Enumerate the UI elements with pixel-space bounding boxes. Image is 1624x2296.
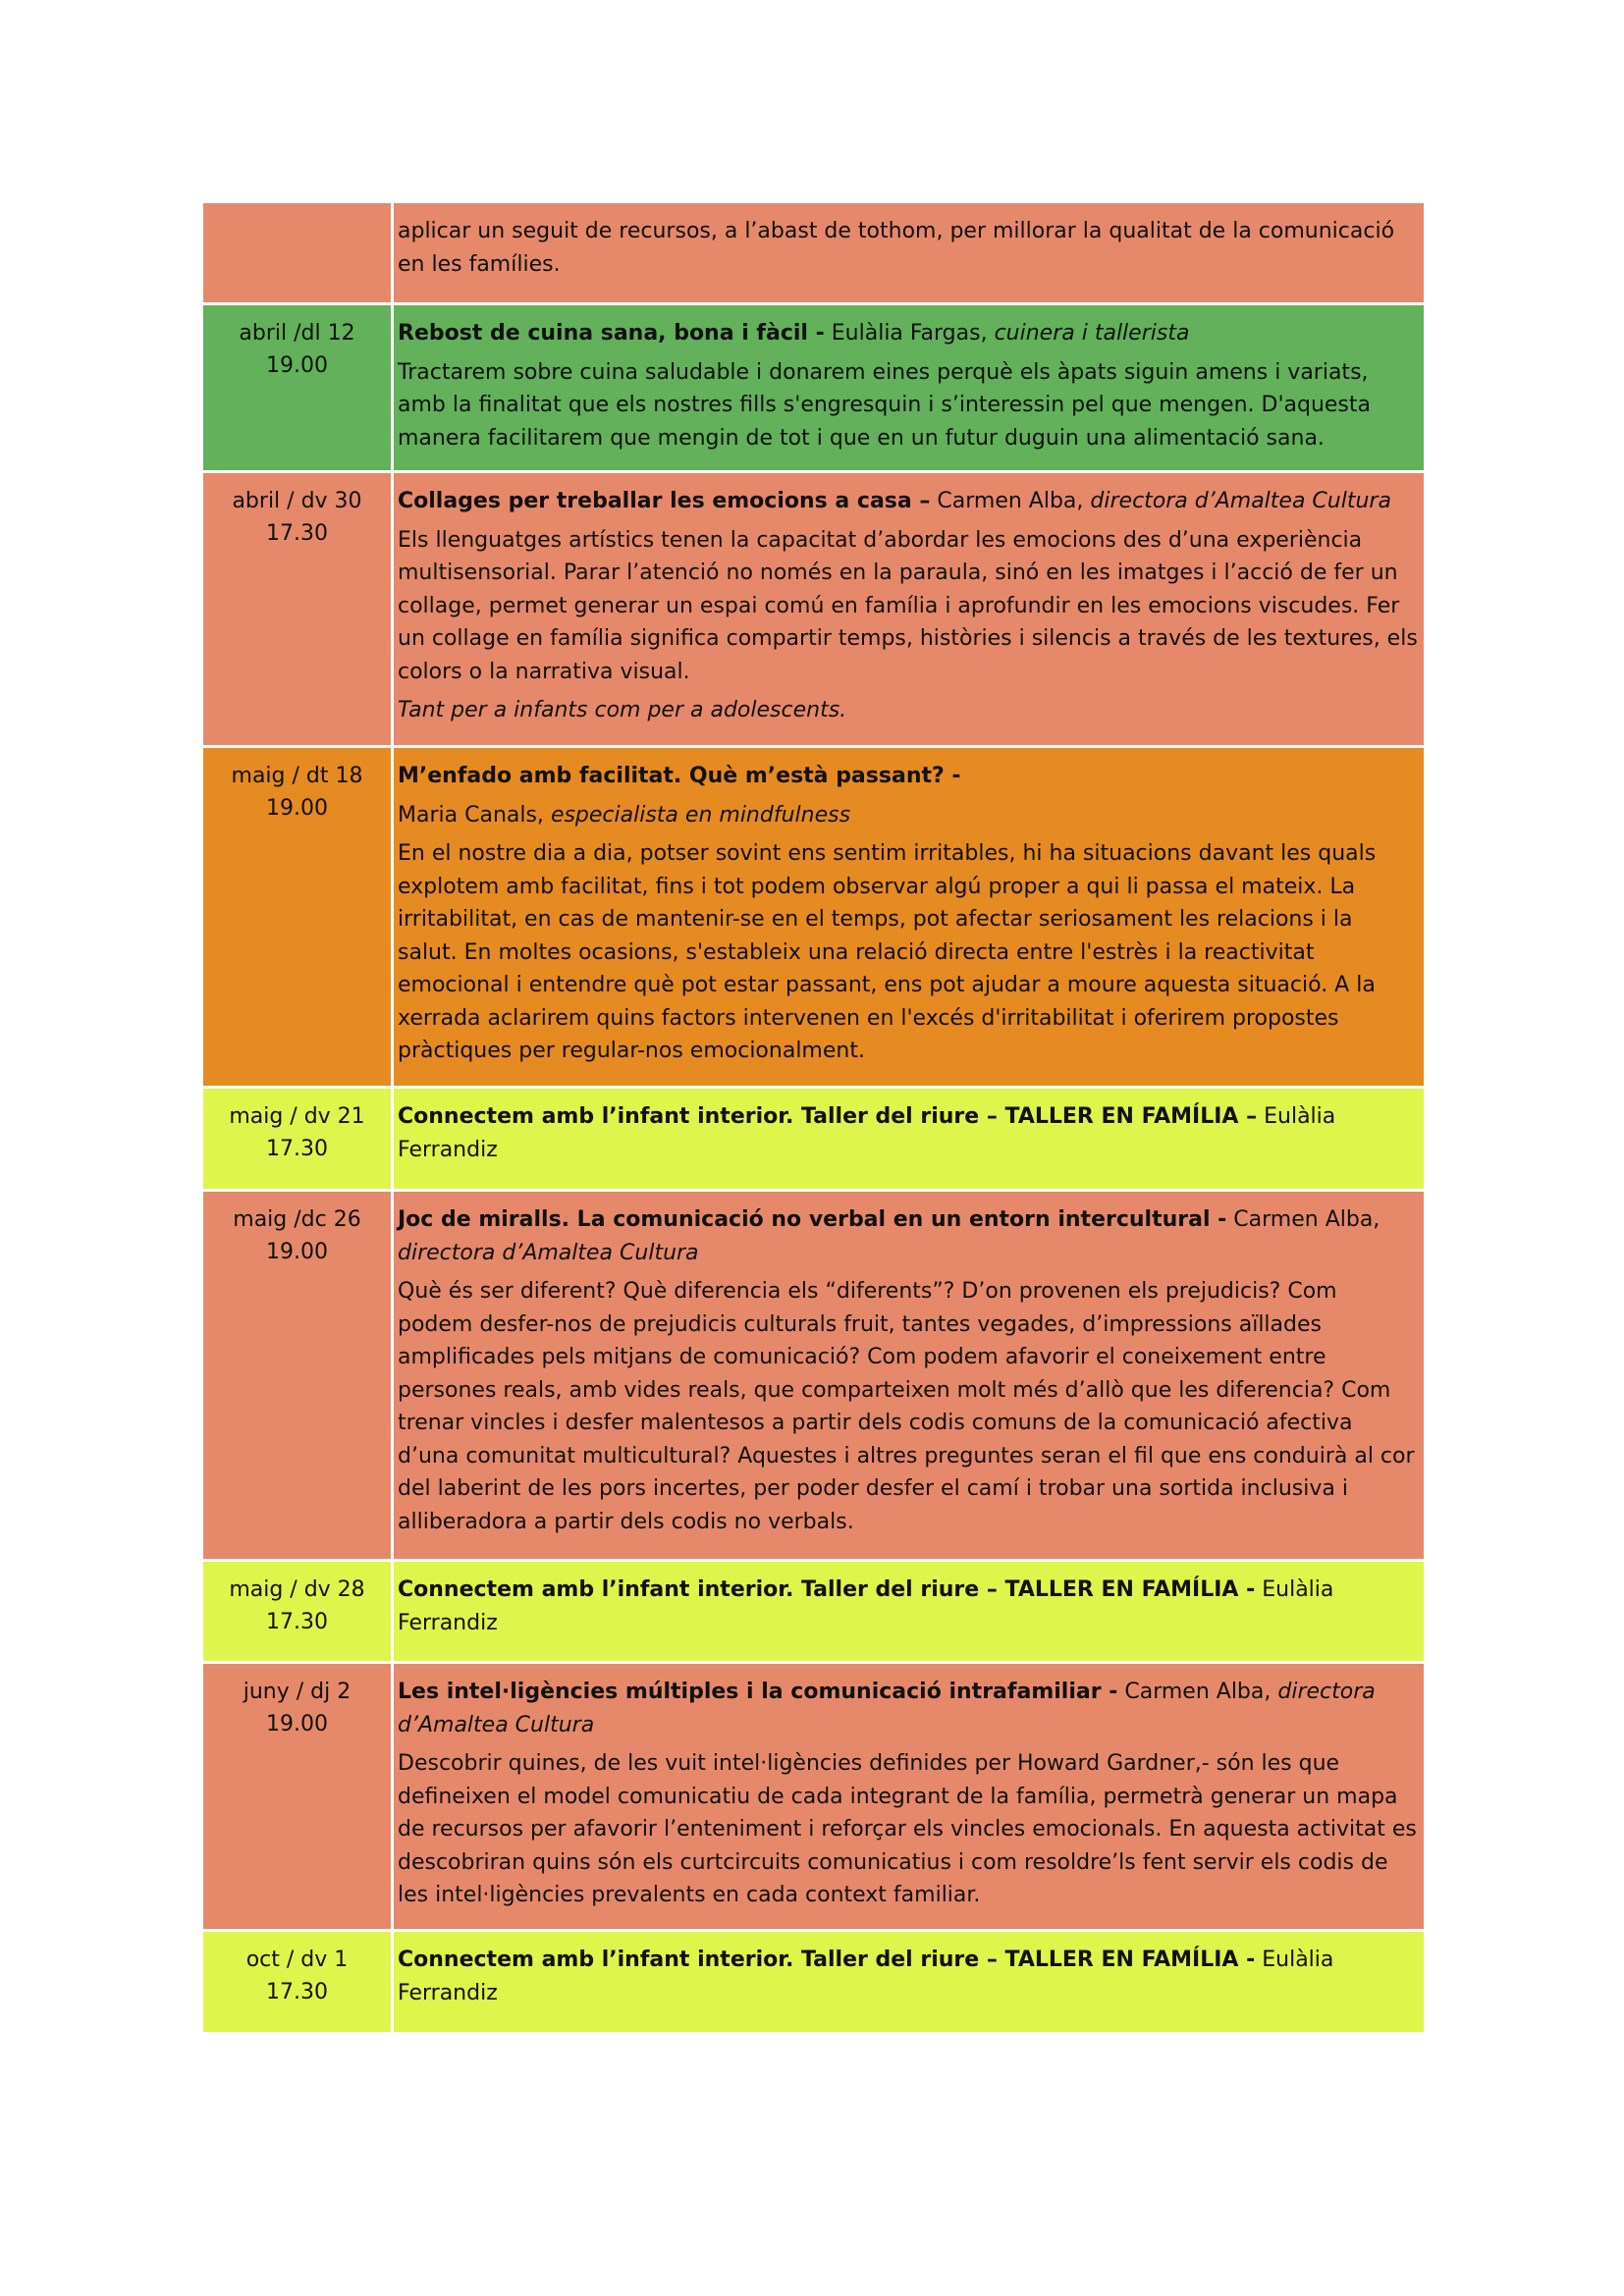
date-cell: [202, 202, 393, 304]
table-row: [202, 1931, 1426, 2034]
table-row: [202, 304, 1426, 472]
date-cell: [202, 747, 393, 1088]
event-date: juny / dj 2: [243, 1680, 352, 1704]
date-cell: [202, 1561, 393, 1663]
event-date: maig /dc 26: [233, 1207, 361, 1232]
event-speaker: Eulàlia Ferrandiz: [398, 1104, 1336, 1162]
speaker-role: directora d’Amaltea Cultura: [398, 1240, 699, 1265]
event-date: oct / dv 1: [245, 1948, 349, 1972]
event-date: abril / dv 30: [232, 489, 362, 513]
row-description: aplicar un seguit de recursos, a l’abast de tothom, per millorar la qualitat de la comunicació en les famílies.: [398, 219, 1395, 277]
event-speaker: Eulàlia Ferrandiz: [398, 1577, 1334, 1635]
event-title: Les intel·ligències múltiples i la comunicació intrafamiliar -: [398, 1680, 1118, 1704]
description-cell: [393, 1088, 1426, 1191]
event-title: M’enfado amb facilitat. Què m’està passant? -: [398, 764, 961, 788]
event-speaker: Carmen Alba,: [1233, 1207, 1380, 1232]
description-cell: [393, 1931, 1426, 2034]
description-cell: [393, 1191, 1426, 1561]
event-speaker: Eulàlia Ferrandiz: [398, 1948, 1334, 2005]
event-note: Tant per a infants com per a adolescents.: [398, 698, 847, 722]
speaker-role: directora d’Amaltea Cultura: [398, 1680, 1376, 1737]
date-cell: [202, 1663, 393, 1931]
event-date: abril /dl 12: [239, 321, 355, 346]
event-speaker: Maria Canals,: [398, 802, 544, 828]
event-speaker: Eulàlia Fargas,: [831, 321, 988, 346]
table-row: [202, 1561, 1426, 1663]
event-time: 17.30: [266, 1610, 328, 1634]
event-time: 19.00: [266, 353, 328, 378]
table-row: [202, 472, 1426, 747]
event-title: Joc de miralls. La comunicació no verbal en un entorn intercultural -: [398, 1207, 1227, 1232]
description-cell: [393, 747, 1426, 1088]
schedule-table: [200, 200, 1427, 2035]
table-row: [202, 1088, 1426, 1191]
event-description: Els llenguatges artístics tenen la capacitat d’abordar les emocions des d’una experiència multisensorial. Parar l’atenció no només en la paraula, sinó en les imatges i l’acció de fer un collage, permet generar un espai comú en família i aprofundir en les emocions viscudes. Fer un collage en família significa compartir temps, històries i silencis a través de les textures, els colors o la narrativa visual.: [398, 527, 1418, 684]
table-row: [202, 1663, 1426, 1931]
description-cell: [393, 202, 1426, 304]
date-cell: [202, 304, 393, 472]
event-description: Descobrir quines, de les vuit intel·ligències definides per Howard Gardner,- són les que defineixen el model comunicatiu de cada integrant de la família, permetrà generar un mapa de recursos per afavorir l’enteniment i reforçar els vincles emocionals. En aquesta activitat es descobriran quins són els curtcircuits comunicatius i com resoldre’ls fent servir els codis de les intel·ligències prevalents en cada context familiar.: [398, 1751, 1417, 1907]
table-row: [202, 747, 1426, 1088]
description-cell: [393, 1561, 1426, 1663]
event-time: 17.30: [266, 521, 328, 546]
event-title: Connectem amb l’infant interior. Taller del riure – TALLER EN FAMÍLIA -: [398, 1948, 1256, 1972]
speaker-role: directora d’Amaltea Cultura: [1090, 489, 1391, 513]
event-date: maig / dv 28: [229, 1577, 365, 1602]
event-time: 19.00: [266, 796, 328, 821]
event-description: En el nostre dia a dia, potser sovint ens sentim irritables, hi ha situacions davant les quals explotem amb facilitat, fins i tot podem observar algú proper a qui li passa el mateix. La irritabilitat, en cas de mantenir-se en el temps, pot afectar seriosament les relacions i la salut. En moltes ocasions, s'estableix una relació directa entre l'estrès i la reactivitat emocional i entendre què pot estar passant, ens pot ajudar a moure aquesta situació. A la xerrada aclarirem quins factors intervenen en l'excés d'irritabilitat i oferirem propostes pràctiques per regular-nos emocionalment.: [398, 841, 1377, 1063]
description-cell: [393, 472, 1426, 747]
description-cell: [393, 304, 1426, 472]
date-cell: [202, 472, 393, 747]
event-date: maig / dt 18: [231, 764, 363, 788]
event-speaker: Carmen Alba,: [937, 489, 1084, 513]
date-cell: [202, 1931, 393, 2034]
table-row: [202, 1191, 1426, 1561]
speaker-role: especialista en mindfulness: [550, 802, 851, 828]
event-title: Connectem amb l’infant interior. Taller del riure – TALLER EN FAMÍLIA –: [398, 1104, 1258, 1129]
event-time: 17.30: [266, 1980, 328, 2004]
date-cell: [202, 1191, 393, 1561]
event-time: 19.00: [266, 1712, 328, 1736]
event-date: maig / dv 21: [229, 1104, 365, 1129]
event-speaker: Carmen Alba,: [1124, 1680, 1272, 1704]
table-row: [202, 202, 1426, 304]
event-title: Connectem amb l’infant interior. Taller del riure – TALLER EN FAMÍLIA -: [398, 1577, 1256, 1602]
date-cell: [202, 1088, 393, 1191]
event-time: 19.00: [266, 1240, 328, 1264]
event-title: Collages per treballar les emocions a casa –: [398, 489, 931, 513]
event-title: Rebost de cuina sana, bona i fàcil -: [398, 321, 825, 346]
speaker-role: cuinera i tallerista: [994, 321, 1190, 346]
description-cell: [393, 1663, 1426, 1931]
event-description: Què és ser diferent? Què diferencia els “diferents”? D’on provenen els prejudicis? Com podem desfer-nos de prejudicis culturals fruit, tantes vegades, d’impressions aïllades amplificades pels mitjans de comunicació? Com podem afavorir el coneixement entre persones reals, amb vides reals, que comparteixen molt més d’allò que les diferencia? Com trenar vincles i desfer malentesos a partir dels codis comuns de la comunicació afectiva d’una comunitat multicultural? Aquestes i altres preguntes seran el fil que ens conduirà al cor del laberint de les pors incertes, per poder desfer el camí i trobar una sortida inclusiva i alliberadora a partir dels codis no verbals.: [398, 1279, 1415, 1534]
event-time: 17.30: [266, 1137, 328, 1161]
event-description: Tractarem sobre cuina saludable i donarem eines perquè els àpats siguin amens i variats, amb la finalitat que els nostres fills s'engresquin i s’interessin pel que mengen. D'aquesta manera facilitarem que mengin de tot i que en un futur duguin una alimentació sana.: [398, 359, 1371, 451]
